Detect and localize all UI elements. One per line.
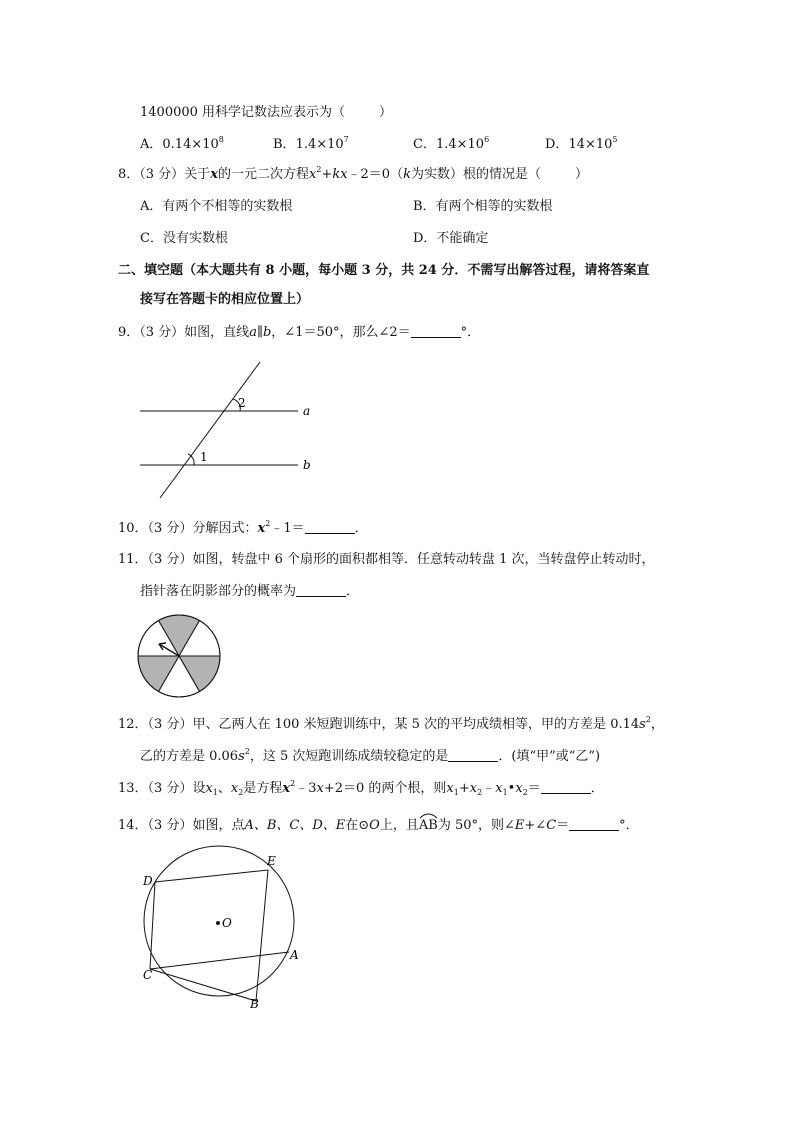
angle-2-label: 2: [238, 396, 246, 410]
label-b: B: [250, 997, 259, 1011]
label-e: E: [267, 854, 276, 868]
q11-stem-line2: 指针落在阴影部分的概率为 ．: [140, 584, 360, 599]
q8-stem: 8．（3 分）关于x的一元二次方程$x^2+kx﹣2=0(k$为实数）根的情况是（ ）: [118, 165, 588, 182]
q8-option-a: A．有两个不相等的实数根: [140, 199, 293, 214]
arc-ab-notation: AB: [419, 817, 438, 835]
label-a: a: [303, 404, 311, 418]
q8-option-d: D．不能确定: [413, 231, 489, 246]
label-d: D: [143, 874, 153, 888]
angle-1-label: 1: [200, 450, 208, 464]
center-o-dot: [216, 921, 220, 925]
q12-stem-line2: 乙的方差是 $0.06s^2$，这 5 次短跑训练成绩较稳定的是 ．(填“甲”或“乙”): [140, 747, 601, 764]
q9-stem: 9．（3 分）如图，直线a∥b，∠1＝50°，那么∠2＝ °．: [118, 325, 481, 340]
q11-spinner-figure: [137, 614, 221, 698]
q7-option-b: B．$1.4\times 10^7$: [273, 135, 349, 152]
label-a: A: [290, 948, 299, 962]
q9-parallel-lines-figure: [130, 355, 330, 505]
section2-heading-line1: 二、填空题（本大题共有 8 小题，每小题 3 分，共 24 分．不需写出解答过程，请将答案直: [118, 263, 650, 278]
label-c: C: [143, 968, 153, 982]
quadrilateral-decb: [150, 870, 268, 1001]
transversal-line: [160, 362, 260, 498]
q14-stem: 14．（3 分）如图，点A、B、C、D、E在⊙O上，且 AB为 50°，则∠E+∠C＝ °．: [118, 817, 639, 835]
q8-option-c: C．没有实数根: [140, 231, 228, 246]
q7-option-c: C．$1.4\times 10^6$: [413, 135, 490, 152]
q10-stem: 10．（3 分）分解因式：$x^2﹣1=$ ．: [118, 519, 368, 536]
q13-stem: 13．（3 分）设$x_1$、$x_2$是方程$x^2﹣3x+2=0$ 的两个根，则$x_1+x_2﹣x_1•x_2=$ ．: [118, 779, 604, 797]
section2-heading-line2: 接写在答题卡的相应位置上）: [140, 292, 310, 307]
label-o: O: [222, 916, 232, 930]
q12-stem-line1: 12．（3 分）甲、乙两人在 100 米短跑训练中，某 5 次的平均成绩相等，甲的方差是 $0.14s^2$，: [118, 715, 664, 732]
q11-stem-line1: 11．（3 分）如图，转盘中 6 个扇形的面积都相等．任意转动转盘 1 次，当转盘停止转动时，: [118, 552, 655, 567]
chord-ca: [150, 952, 289, 969]
q7-option-a: A．$0.14\times 10^8$: [140, 135, 224, 152]
q7-stem: 1400000 用科学记数法应表示为（ ）: [140, 105, 393, 120]
q8-option-b: B．有两个相等的实数根: [413, 199, 553, 214]
q7-option-d: D．$14\times 10^5$: [545, 135, 618, 152]
q14-circle-figure: [130, 845, 320, 1015]
label-b: b: [303, 458, 311, 472]
